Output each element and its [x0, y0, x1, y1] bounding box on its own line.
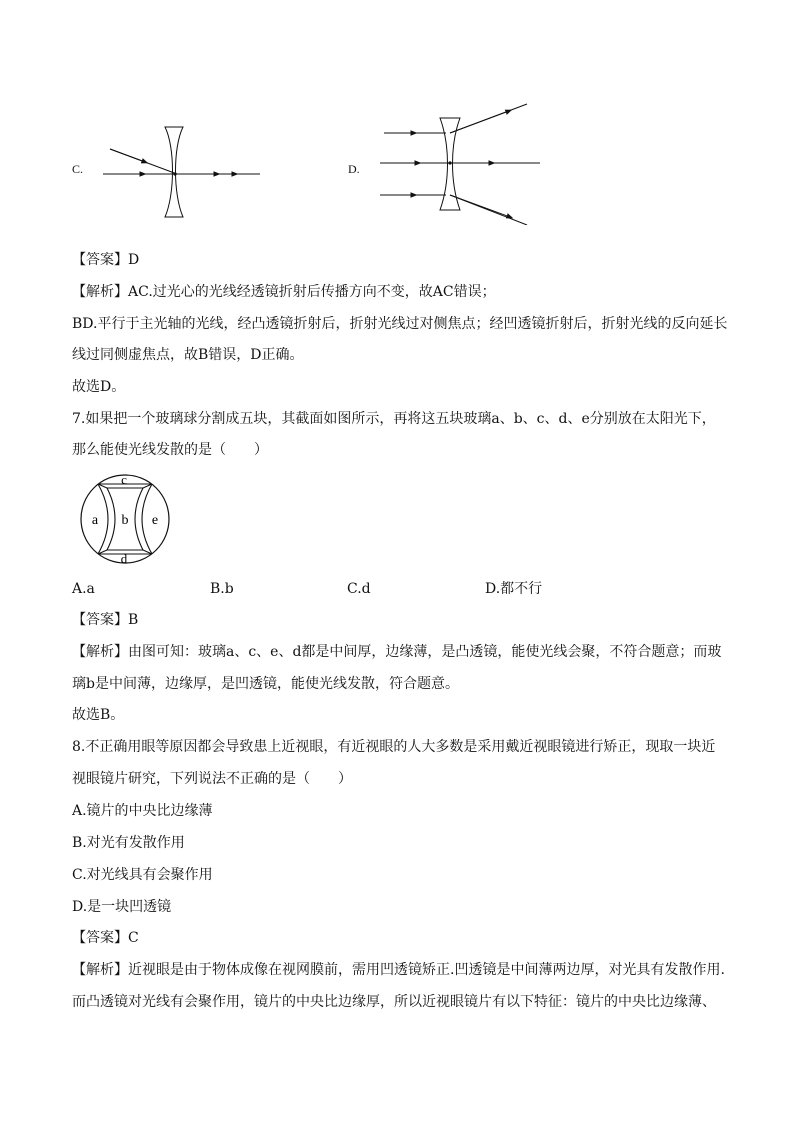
figure-d-diagram	[372, 100, 547, 225]
q7-option-d: D.都不行	[485, 581, 543, 597]
glass-ball-figure	[78, 472, 176, 566]
q7-option-b: B.b	[210, 581, 234, 597]
q7-stem-line-2: 那么能使光线发散的是（ ）	[72, 442, 268, 458]
q8-stem-line-2: 视眼镜片研究，下列说法不正确的是（ ）	[72, 771, 352, 787]
q7-answer: 【答案】B	[72, 612, 139, 628]
glass-label-c: c	[121, 472, 127, 487]
glass-label-d: d	[120, 551, 128, 566]
glass-label-a: a	[91, 513, 99, 528]
q6-analysis-line-1: 【解析】AC.过光心的光线经透镜折射后传播方向不变，故AC错误；	[72, 284, 496, 300]
q6-answer: 【答案】D	[72, 252, 140, 268]
q6-analysis-line-2: BD.平行于主光轴的光线，经凸透镜折射后，折射光线过对侧焦点；经凹透镜折射后，折射光线的反向延长	[72, 316, 728, 332]
figure-c-label: C.	[72, 162, 84, 176]
q7-conclusion: 故选B。	[72, 707, 125, 723]
q7-analysis-line-2: 璃b是中间薄，边缘厚，是凹透镜，能使光线发散，符合题意。	[72, 676, 459, 692]
q7-option-a: A.a	[72, 581, 95, 597]
figure-c-diagram	[95, 122, 270, 222]
q7-option-c: C.d	[347, 581, 371, 597]
q8-stem-line-1: 8.不正确用眼等原因都会导致患上近视眼，有近视眼的人大多数是采用戴近视眼镜进行矫正，现取一块近	[72, 739, 716, 755]
q7-analysis-line-1: 【解析】由图可知：玻璃a、c、e、d都是中间厚，边缘薄，是凸透镜，能使光线会聚，不符合题意；而玻	[72, 644, 722, 660]
q8-option-c: C.对光线具有会聚作用	[72, 867, 213, 883]
q7-stem-line-1: 7.如果把一个玻璃球分割成五块，其截面如图所示，再将这五块玻璃a、b、c、d、e分别放在太阳光下，	[72, 411, 716, 427]
q8-analysis-line-2: 而凸透镜对光线有会聚作用，镜片的中央比边缘厚，所以近视眼镜片有以下特征：镜片的中央比边缘薄、	[72, 994, 716, 1010]
q8-answer: 【答案】C	[72, 930, 139, 946]
q6-conclusion: 故选D。	[72, 379, 126, 395]
q8-option-b: B.对光有发散作用	[72, 835, 185, 851]
glass-label-b: b	[121, 513, 129, 528]
glass-label-e: e	[151, 513, 159, 528]
q6-analysis-line-3: 线过同侧虚焦点，故B错误，D正确。	[72, 347, 304, 363]
q8-option-a: A.镜片的中央比边缘薄	[72, 803, 213, 819]
figure-d-label: D.	[348, 162, 360, 176]
q8-option-d: D.是一块凹透镜	[72, 899, 172, 915]
q8-analysis-line-1: 【解析】近视眼是由于物体成像在视网膜前，需用凹透镜矫正.凹透镜是中间薄两边厚，对光具有发散作用.	[72, 962, 725, 978]
